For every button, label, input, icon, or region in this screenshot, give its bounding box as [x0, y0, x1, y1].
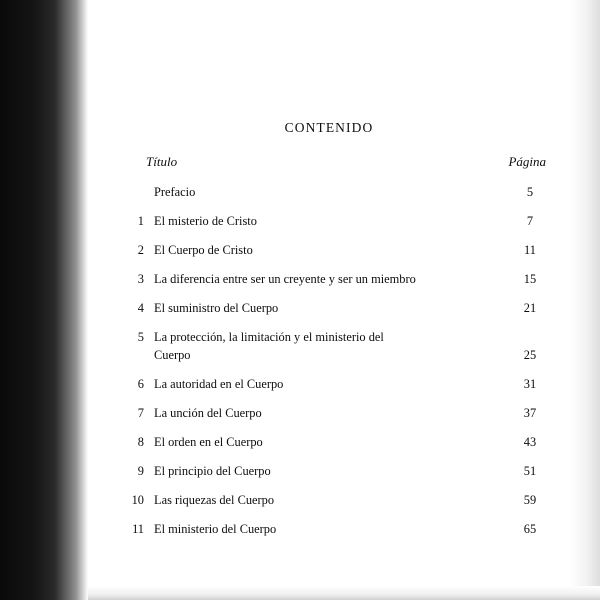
entry-title: El ministerio del Cuerpo — [154, 521, 277, 536]
entry-number: 10 — [131, 492, 144, 507]
entry-title: La autoridad en el Cuerpo — [154, 376, 284, 391]
list-item[interactable] — [110, 434, 570, 452]
entry-number: 2 — [137, 242, 144, 257]
entry-title: El Cuerpo de Cristo — [154, 242, 253, 257]
table-of-contents — [110, 0, 570, 600]
entry-page: 51 — [523, 463, 537, 478]
entry-title: Prefacio — [154, 185, 196, 199]
list-item[interactable] — [110, 184, 570, 202]
entry-number: 1 — [137, 213, 144, 228]
list-item[interactable] — [110, 521, 570, 539]
entry-title: El misterio de Cristo — [154, 213, 257, 228]
entry-title: La unción del Cuerpo — [154, 405, 262, 420]
entry-title: La protección, la limitación y el ministerio del Cuerpo — [154, 329, 384, 362]
entry-number: 8 — [137, 434, 144, 449]
entry-number: 5 — [137, 329, 144, 344]
entry-page: 7 — [526, 213, 534, 228]
entry-title: El orden en el Cuerpo — [154, 434, 263, 449]
entry-page: 43 — [523, 434, 537, 449]
entry-title: El principio del Cuerpo — [154, 463, 271, 478]
list-item[interactable] — [110, 405, 570, 423]
entry-number: 11 — [132, 521, 144, 536]
entry-page: 15 — [523, 271, 537, 286]
entry-page: 65 — [523, 521, 537, 536]
list-item[interactable] — [110, 492, 570, 510]
entry-number: 6 — [137, 376, 144, 391]
entry-page: 11 — [524, 242, 536, 257]
column-header-title: Título — [146, 154, 178, 169]
entry-title: La diferencia entre ser un creyente y ser un miembro — [154, 271, 416, 286]
column-header-page: Página — [508, 154, 546, 169]
list-item[interactable] — [110, 213, 570, 231]
page-right-edge — [570, 0, 600, 600]
list-item[interactable] — [110, 376, 570, 394]
list-item[interactable] — [110, 329, 570, 365]
entry-page: 25 — [523, 347, 537, 362]
entry-page: 31 — [523, 376, 537, 391]
toc-column-headers — [110, 154, 570, 170]
page-gutter-shadow — [0, 0, 88, 600]
entry-title: Las riquezas del Cuerpo — [154, 492, 275, 507]
entry-page: 37 — [523, 405, 537, 420]
entry-page: 21 — [523, 300, 537, 315]
entry-number: 9 — [137, 463, 144, 478]
list-item[interactable] — [110, 242, 570, 260]
entry-number: 4 — [137, 300, 144, 315]
list-item[interactable] — [110, 271, 570, 289]
list-item[interactable] — [110, 300, 570, 318]
entry-number: 3 — [137, 271, 144, 286]
page-title: CONTENIDO — [284, 120, 374, 135]
entry-title: El suministro del Cuerpo — [154, 300, 279, 315]
entry-page: 59 — [523, 492, 537, 507]
toc-entry-list — [110, 184, 570, 539]
list-item[interactable] — [110, 463, 570, 481]
entry-number: 7 — [137, 405, 144, 420]
entry-page: 5 — [526, 185, 534, 199]
